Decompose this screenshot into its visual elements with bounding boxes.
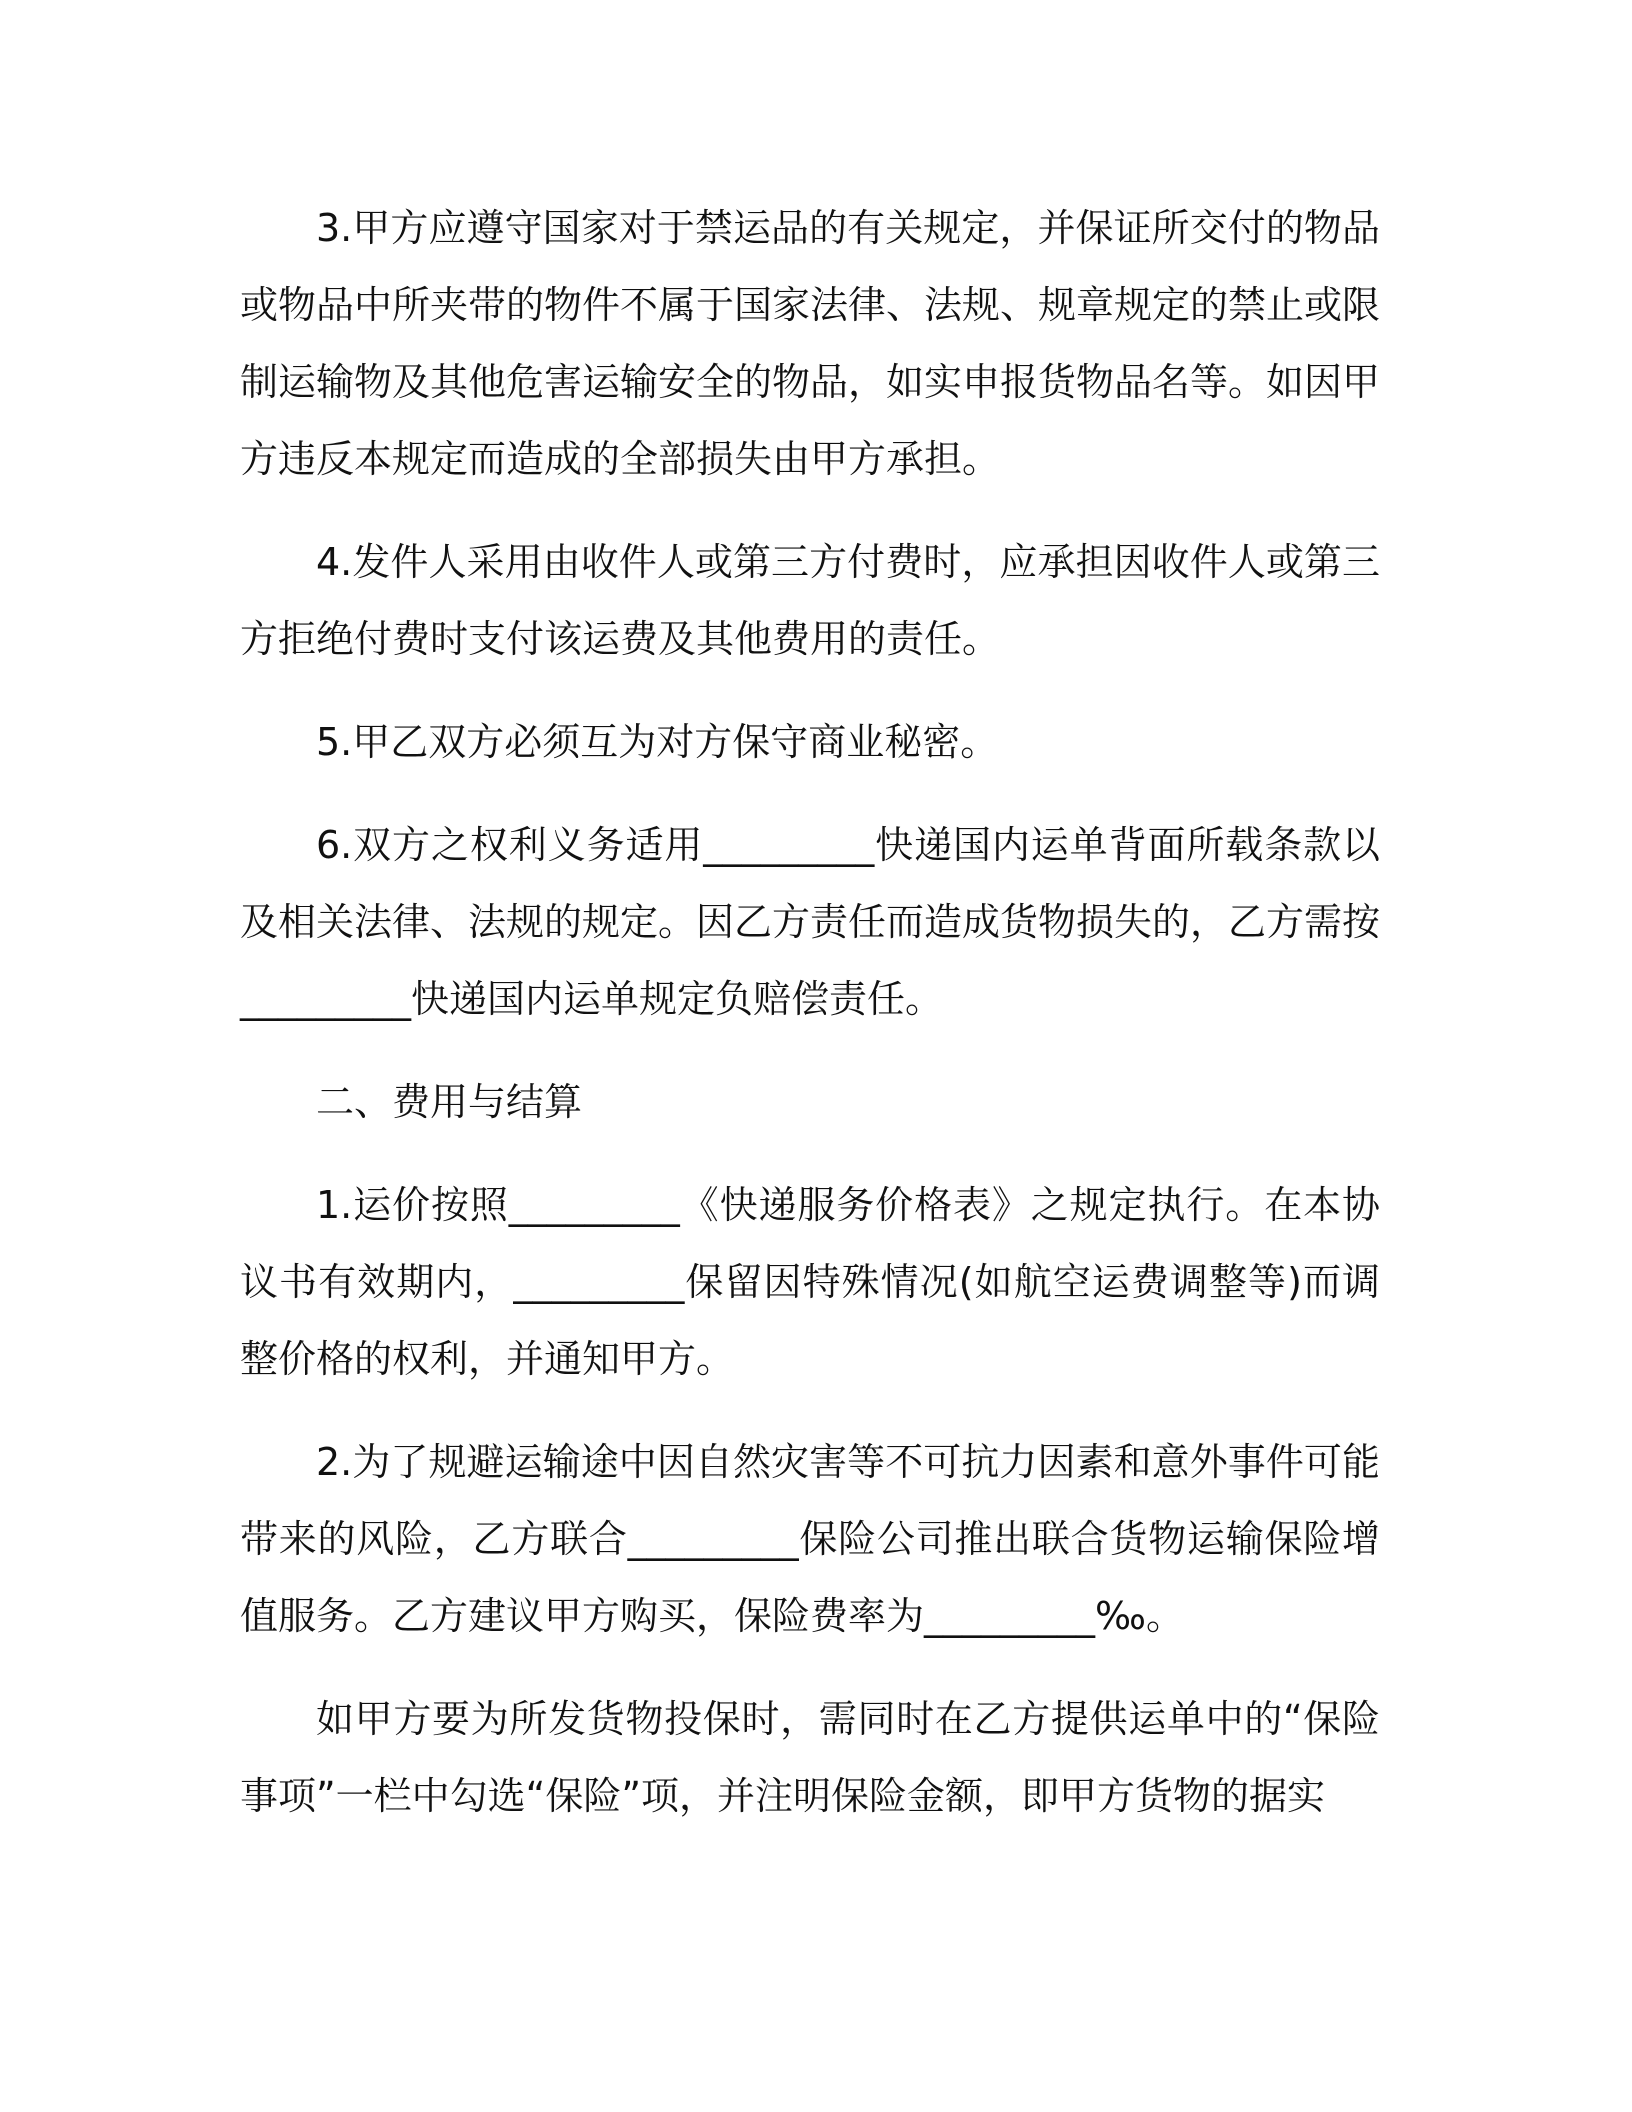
clause-5-paragraph: 5.甲乙双方必须互为对方保守商业秘密。 [316,720,999,764]
clause-4-paragraph: 4.发件人采用由收件人或第三方付费时，应承担因收件人或第三方拒绝付费时支付该运费及其他费用的责任。 [240,540,1380,661]
clause-3-paragraph: 3.甲方应遵守国家对于禁运品的有关规定，并保证所交付的物品或物品中所夹带的物件不属于国家法律、法规、规章规定的禁止或限制运输物及其他危害运输安全的物品，如实申报货物品名等。如因甲方违反本规定而造成的全部损失由甲方承担。 [240,206,1381,481]
document-body [240,190,1380,1835]
fees-clause-2-paragraph: 2.为了规避运输途中因自然灾害等不可抗力因素和意外事件可能带来的风险，乙方联合_________保险公司推出联合货物运输保险增值服务。乙方建议甲方购买，保险费率为_________‰。 [240,1440,1380,1638]
insurance-paragraph: 如甲方要为所发货物投保时，需同时在乙方提供运单中的“保险事项”一栏中勾选“保险”项，并注明保险金额，即甲方货物的据实 [240,1697,1380,1818]
fees-clause-1-paragraph: 1.运价按照_________《快递服务价格表》之规定执行。在本协议书有效期内，_________保留因特殊情况(如航空运费调整等)而调整价格的权利，并通知甲方。 [240,1183,1380,1381]
section-heading-fees: 二、费用与结算 [316,1080,583,1124]
clause-6-paragraph: 6.双方之权利义务适用_________快递国内运单背面所载条款以及相关法律、法规的规定。因乙方责任而造成货物损失的，乙方需按_________快递国内运单规定负赔偿责任。 [240,823,1381,1021]
